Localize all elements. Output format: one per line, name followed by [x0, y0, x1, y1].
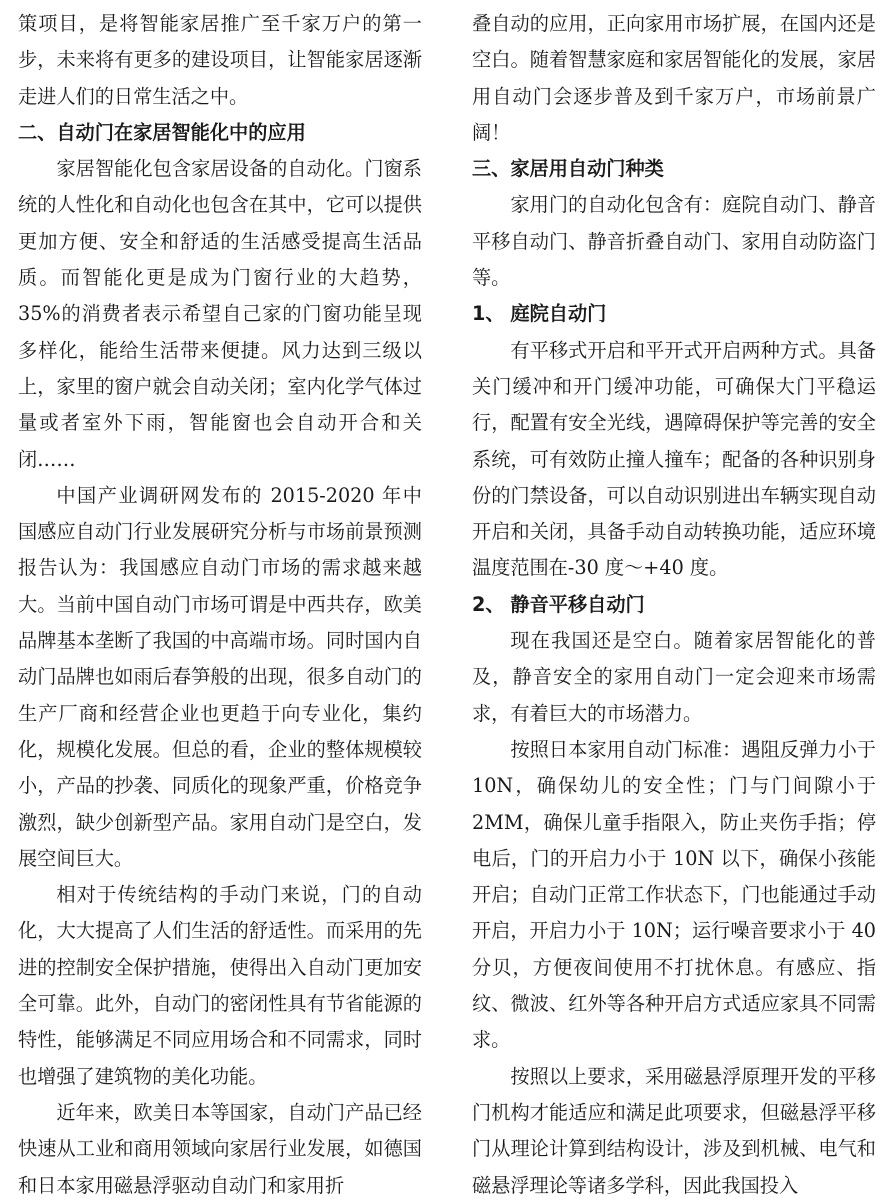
section2-paragraph-1: 家居智能化包含家居设备的自动化。门窗系统的人性化和自动化也包含在其中，它可以提供更加方便、安全和舒适的生活感受提高生活品质。而智能化更是成为门窗行业的大趋势，35%的消费者表示希望自己家的门窗功能呈现多样化，能给生活带来便捷。风力达到三级以上，家里的窗户就会自动关闭；室内化学气体过量或者室外下雨，智能窗也会自动开合和关闭……	[18, 157, 422, 471]
subsection-heading-1	[472, 296, 876, 332]
subsection-title: 庭院自动门	[510, 302, 607, 326]
subsection-number: 1、	[472, 302, 505, 326]
right-column	[472, 6, 876, 1204]
subsection2-paragraph-3: 按照以上要求，采用磁悬浮原理开发的平移门机构才能适应和满足此项要求，但磁悬浮平移门从理论计算到结构设计，涉及到机械、电气和磁悬浮理论等诸多学科，因此我国投入	[472, 1064, 876, 1197]
section2-paragraph-4-continuation: 叠自动的应用，正向家用市场扩展，在国内还是空白。随着智慧家庭和家居智能化的发展，家居用自动门会逐步普及到千家万户，市场前景广阔！	[472, 12, 876, 144]
subsection2-paragraph-1: 现在我国还是空白。随着家居智能化的普及，静音安全的家用自动门一定会迎来市场需求，有着巨大的市场潜力。	[472, 629, 876, 725]
subsection-number: 2、	[472, 592, 505, 616]
intro-continuation: 策项目，是将智能家居推广至千家万户的第一步，未来将有更多的建设项目，让智能家居逐渐走进人们的日常生活之中。	[18, 12, 422, 108]
section2-paragraph-3: 相对于传统结构的手动门来说，门的自动化，大大提高了人们生活的舒适性。而采用的先进的控制安全保护措施，使得出入自动门更加安全可靠。此外，自动门的密闭性具有节省能源的特性，能够满足不同应用场合和不同需求，同时也增强了建筑物的美化功能。	[18, 883, 422, 1088]
subsection2-paragraph-2: 按照日本家用自动门标准：遇阻反弹力小于 10N，确保幼儿的安全性；门与门间隙小于 2MM，确保儿童手指限入，防止夹伤手指；停电后，门的开启力小于 10N 以下，确保小孩能开启；自动门正常工作状态下，门也能通过手动开启，开启力小于 10N；运行噪音要求小于 40 分贝，方便夜间使用不打扰休息。有感应、指纹、微波、红外等各种开启方式适应家具不同需求。	[472, 737, 877, 1052]
subsection-title: 静音平移自动门	[510, 592, 645, 616]
subsection1-paragraph: 有平移式开启和平开式开启两种方式。具备关门缓冲和开门缓冲功能，可确保大门平稳运行，配置有安全光线，遇障碍保护等完善的安全系统，可有效防止撞人撞车；配备的各种识别身份的门禁设备，可以自动识别进出车辆实现自动开启和关闭，具备手动自动转换功能，适应环境温度范围在-30 度～+40 度。	[472, 338, 876, 580]
section2-paragraph-2: 中国产业调研网发布的 2015-2020 年中国感应自动门行业发展研究分析与市场前景预测报告认为：我国感应自动门市场的需求越来越大。当前中国自动门市场可谓是中西共存，欧美品牌基本垄断了我国的中高端市场。同时国内自动门品牌也如雨后春笋般的出现，很多自动门的生产厂商和经营企业也更趋于向专业化，集约化，规模化发展。但总的看，企业的整体规模较小，产品的抄袭、同质化的现象严重，价格竞争激烈，缺少创新型产品。家用自动门是空白，发展空间巨大。	[18, 483, 422, 870]
subsection-heading-2	[472, 587, 876, 623]
section3-paragraph-1: 家用门的自动化包含有：庭院自动门、静音平移自动门、静音折叠自动门、家用自动防盗门等。	[472, 193, 876, 290]
section-heading-3: 三、家居用自动门种类	[472, 157, 664, 181]
section2-paragraph-4: 近年来，欧美日本等国家，自动门产品已经快速从工业和商用领域向家居行业发展，如德国和日本家用磁悬浮驱动自动门和家用折	[18, 1100, 422, 1197]
section-heading-2: 二、自动门在家居智能化中的应用	[18, 120, 306, 144]
left-column	[18, 6, 422, 1204]
